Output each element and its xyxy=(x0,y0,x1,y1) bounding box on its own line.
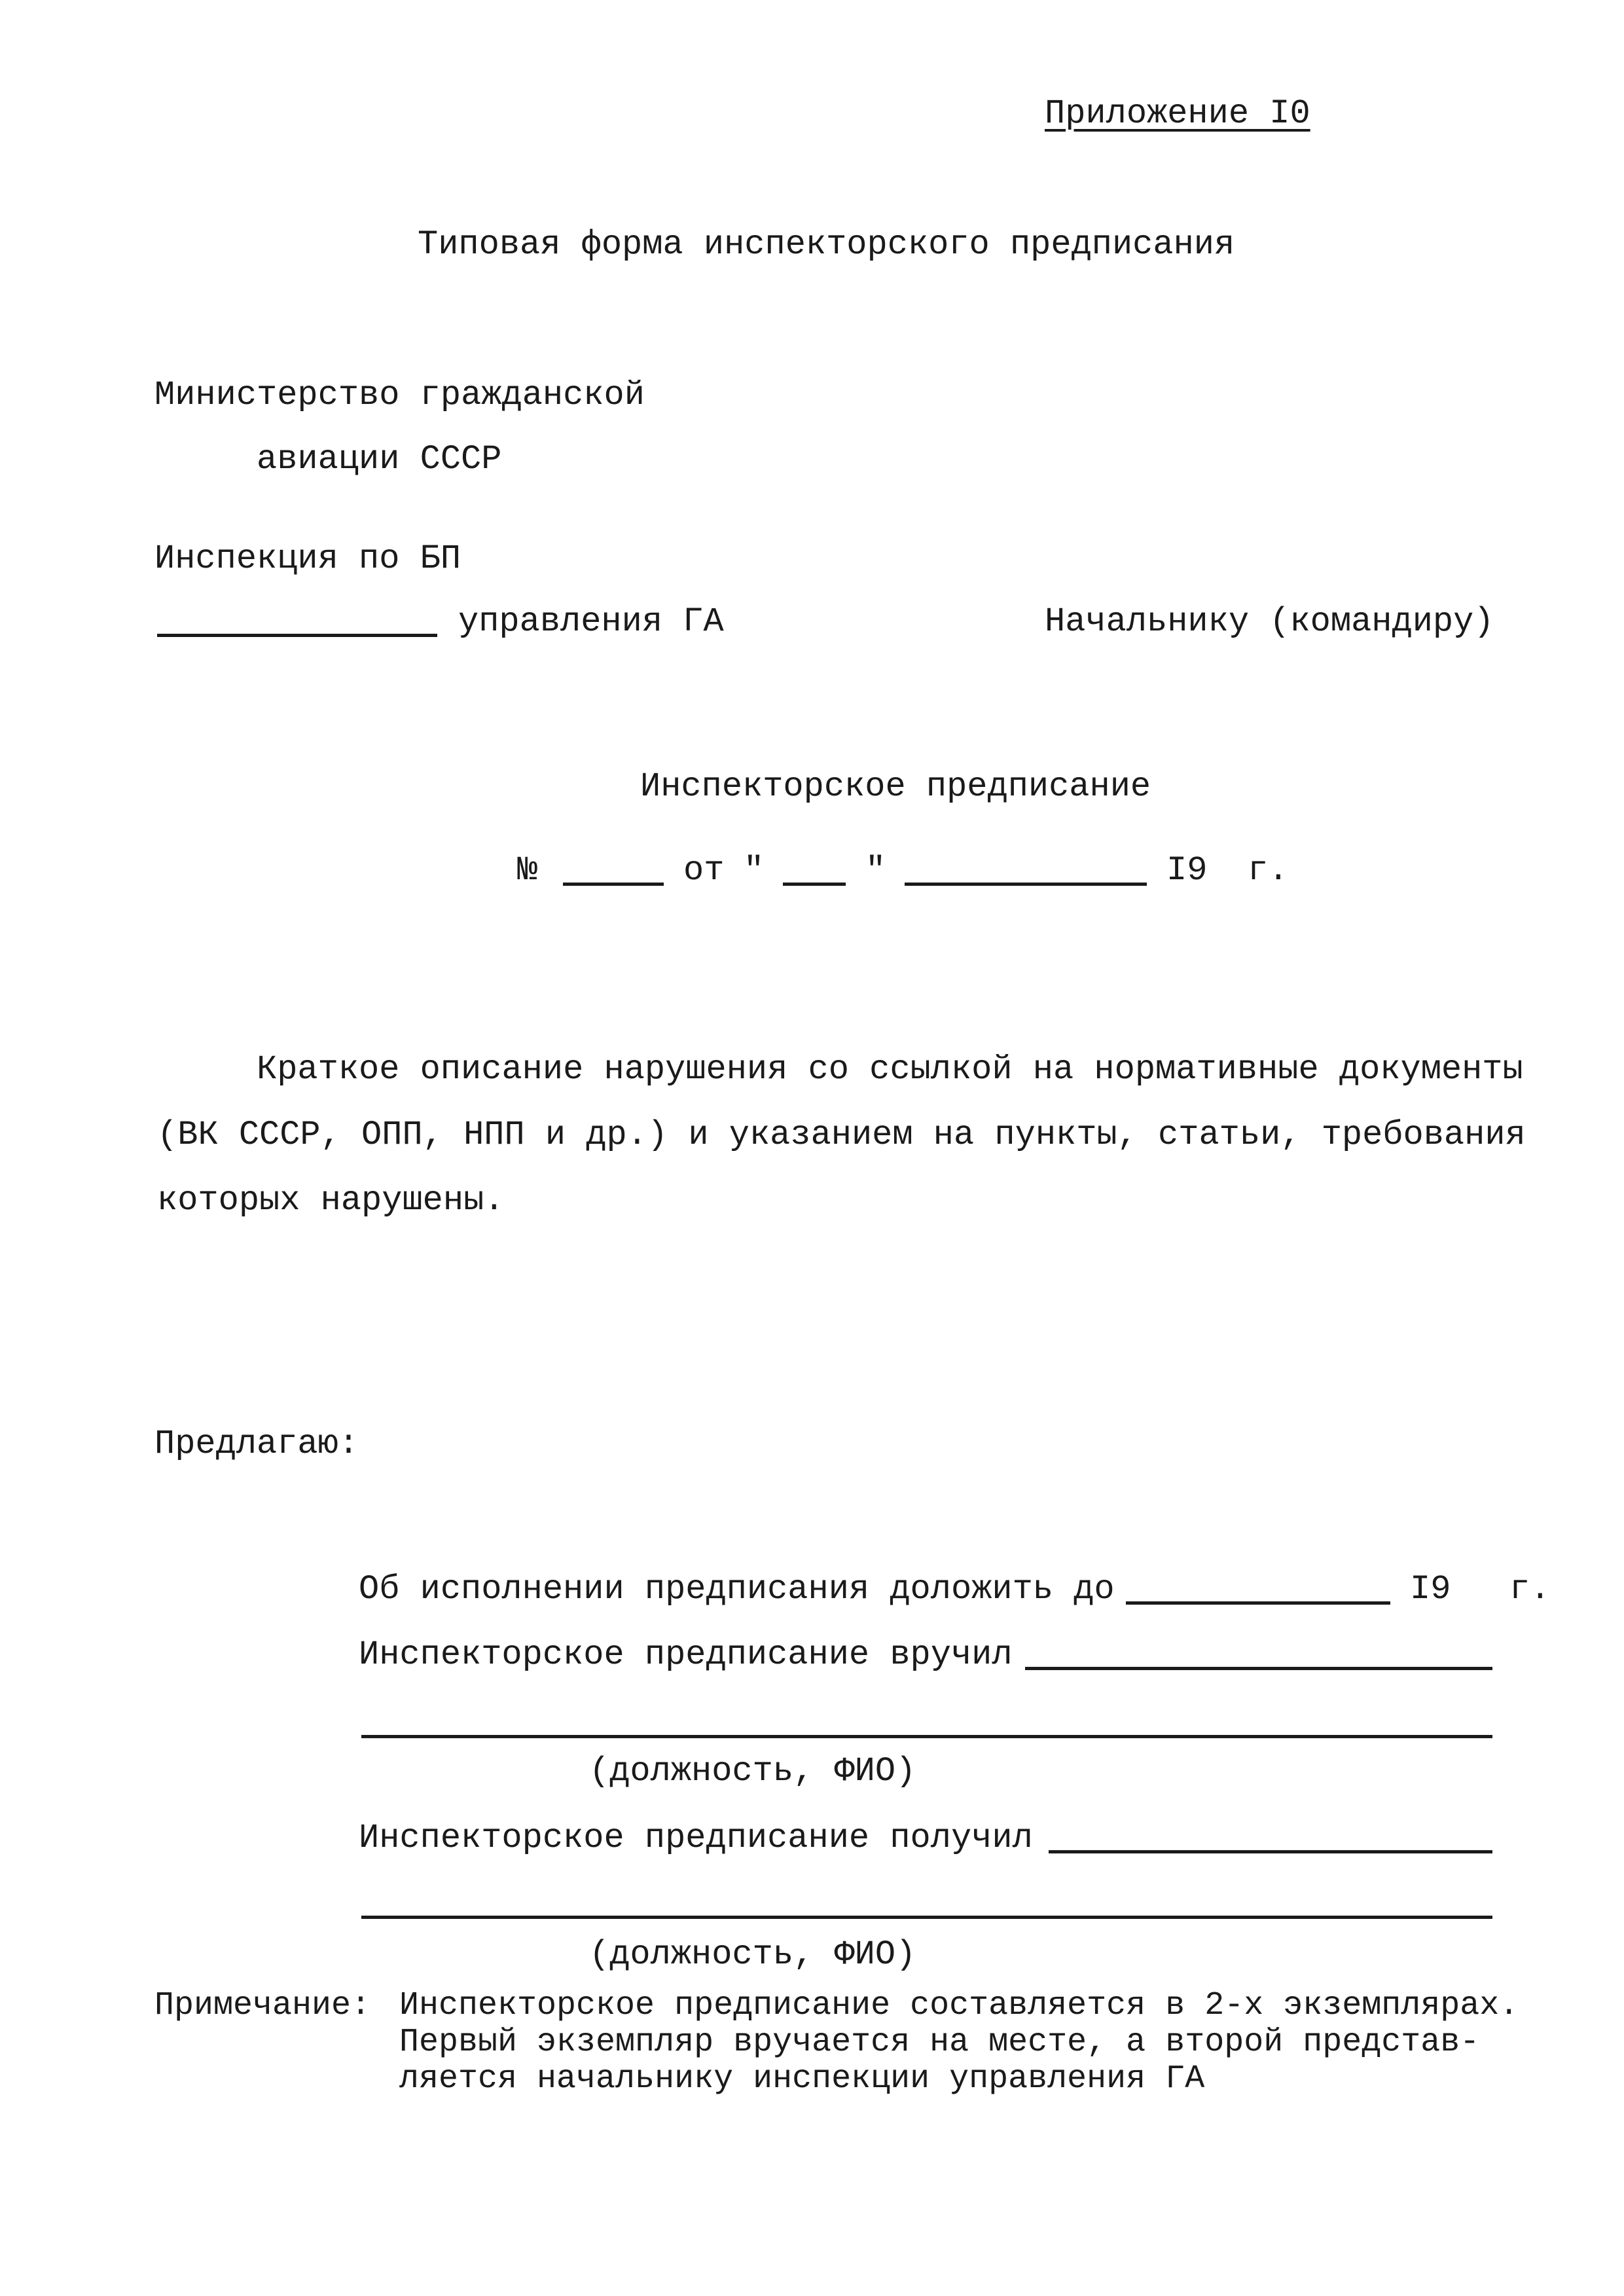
delivered-caption: (должность, ФИО) xyxy=(589,1752,916,1791)
delivered-full-line xyxy=(361,1735,1492,1738)
year-suffix: г. xyxy=(1248,851,1289,890)
number-blank-line xyxy=(563,883,664,886)
note-line-3: ляется начальнику инспекции управления ГА xyxy=(399,2060,1205,2098)
propose-label: Предлагаю: xyxy=(154,1425,359,1463)
quote-close: " xyxy=(865,851,886,890)
day-blank-line xyxy=(783,883,846,886)
note-line-2: Первый экземпляр вручается на месте, а второй представ- xyxy=(399,2024,1480,2061)
from-label: от xyxy=(683,851,725,890)
report-year: I9 xyxy=(1410,1570,1451,1609)
delivered-label: Инспекторское предписание вручил xyxy=(359,1635,1013,1674)
addressee: Начальнику (командиру) xyxy=(1045,602,1494,641)
received-caption: (должность, ФИО) xyxy=(589,1935,916,1974)
ministry-line-2: авиации СССР xyxy=(257,440,502,479)
report-date-blank-line xyxy=(1126,1601,1390,1605)
description-line-3: которых нарушены. xyxy=(157,1181,505,1220)
delivered-blank-line xyxy=(1025,1667,1492,1670)
quote-open: " xyxy=(744,851,765,890)
month-blank-line xyxy=(905,883,1147,886)
description-line-1: Краткое описание нарушения со ссылкой на нормативные документы xyxy=(257,1050,1523,1089)
report-year-suffix: г. xyxy=(1509,1570,1551,1609)
received-blank-line xyxy=(1049,1850,1492,1853)
appendix-label: Приложение I0 xyxy=(1045,94,1310,133)
inspection-line-2: управления ГА xyxy=(458,602,724,641)
note-line-1: Инспекторское предписание составляется в 2-х экземплярах. xyxy=(399,1987,1519,2024)
year-label: I9 xyxy=(1166,851,1208,890)
report-label: Об исполнении предписания доложить до xyxy=(359,1570,1115,1609)
ministry-line-1: Министерство гражданской xyxy=(154,376,645,414)
received-full-line xyxy=(361,1916,1492,1919)
note-label: Примечание: xyxy=(154,1987,371,2024)
description-line-2: (ВК СССР, ОПП, НПП и др.) и указанием на пункты, статьи, требования xyxy=(157,1116,1526,1154)
inspection-line-1: Инспекция по БП xyxy=(154,539,461,578)
order-title: Инспекторское предписание xyxy=(640,767,1151,806)
number-sign: № xyxy=(517,851,538,890)
received-label: Инспекторское предписание получил xyxy=(359,1819,1033,1857)
form-title: Типовая форма инспекторского предписания xyxy=(418,225,1235,264)
inspection-blank-line xyxy=(157,634,437,637)
